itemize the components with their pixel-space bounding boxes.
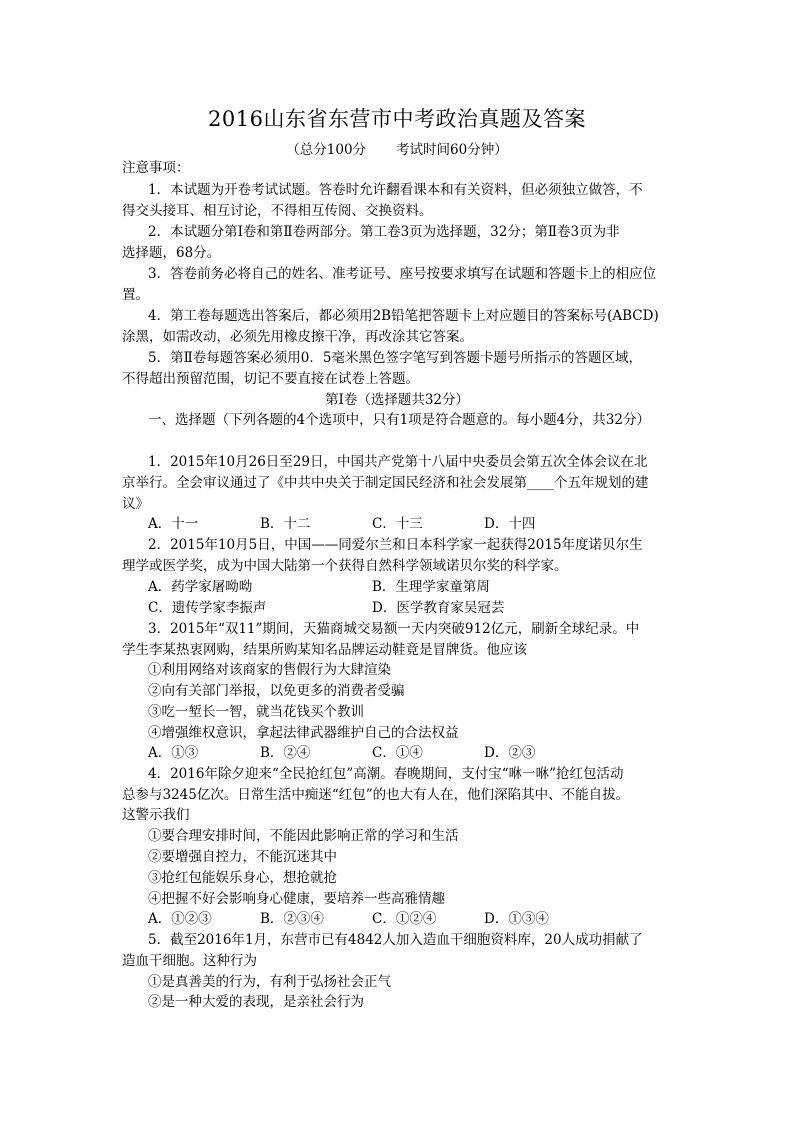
q3-statement: ③吃一堑长一智，就当花钱买个教训 bbox=[148, 704, 364, 720]
notice-line: 4．第工卷每题选出答案后，都必须用2B铅笔把答题卡上对应题目的答案标号(ABCD) bbox=[148, 308, 659, 324]
notice-line: 3．答卷前务必将自己的姓名、准考证号、座号按要求填写在试题和答题卡上的相应位 bbox=[148, 266, 657, 282]
q1-option-d: D．十四 bbox=[484, 516, 536, 532]
q4-option-a: A．①②③ bbox=[148, 911, 212, 927]
q2-option-d: D．医学教育家吴冠芸 bbox=[372, 600, 505, 616]
q5-statement: ①是真善美的行为，有利于弘扬社会正气 bbox=[148, 974, 391, 990]
section-instructions: 一、选择题（下列各题的4个选项中，只有1项是符合题意的。每小题4分，共32分） bbox=[148, 412, 650, 428]
notice-heading: 注意事项： bbox=[122, 160, 190, 176]
question-4-line: 4．2016年除夕迎来“全民抢红包”高潮。春晚期间，支付宝“咻一咻”抢红包活动 bbox=[148, 766, 624, 782]
q4-statement: ④把握不好会影响身心健康，要培养一些高雅情趣 bbox=[148, 891, 445, 907]
q2-option-c: C．遗传学家李振声 bbox=[148, 600, 267, 616]
question-5-line: 造血干细胞。这种行为 bbox=[122, 953, 257, 969]
notice-line: 5．第Ⅱ卷每题答案必须用0．5毫米黑色签字笔写到答题卡题号所指示的答题区域， bbox=[148, 350, 642, 366]
notice-line: 得交头接耳、相互讨论，不得相互传阅、交换资料。 bbox=[122, 203, 433, 219]
q3-option-b: B．②④ bbox=[260, 745, 311, 761]
question-4-line: 这警示我们 bbox=[122, 807, 190, 823]
q4-option-b: B．②③④ bbox=[260, 911, 324, 927]
notice-line: 不得超出预留范围，切记不要直接在试卷上答题。 bbox=[122, 371, 419, 387]
notice-line: 选择题，68分。 bbox=[122, 245, 221, 261]
page-title: 2016山东省东营市中考政治真题及答案 bbox=[208, 107, 586, 131]
question-5-line: 5．截至2016年1月，东营市已有4842人加入造血干细胞资料库，20人成功捐献了 bbox=[148, 932, 643, 948]
q1-option-b: B．十二 bbox=[260, 516, 311, 532]
question-1-line: 1．2015年10月26日至29日，中国共产党第十八届中央委员会第五次全体会议在北 bbox=[148, 454, 648, 470]
section-header: 第Ⅰ卷（选择题共32分） bbox=[324, 392, 469, 408]
exam-time: 考试时间60分钟） bbox=[396, 142, 508, 158]
q4-option-d: D．①③④ bbox=[484, 911, 549, 927]
question-3-line: 3．2015年“双11”期间，天猫商城交易额一天内突破912亿元，刷新全球纪录。中 bbox=[148, 621, 640, 637]
q5-statement: ②是一种大爱的表现，是亲社会行为 bbox=[148, 994, 364, 1010]
q4-statement: ①要合理安排时间，不能因此影响正常的学习和生活 bbox=[148, 828, 459, 844]
question-2-line: 2．2015年10月5日，中国——同爱尔兰和日本科学家一起获得2015年度诺贝尔生 bbox=[148, 537, 643, 553]
question-2-line: 理学或医学奖，成为中国大陆第一个获得自然科学领域诺贝尔奖的科学家。 bbox=[122, 558, 568, 574]
question-3-line: 学生李某热衷网购，结果所购某知名品牌运动鞋竟是冒牌货。他应该 bbox=[122, 642, 527, 658]
exam-subtitle bbox=[0, 141, 794, 159]
q3-option-a: A．①③ bbox=[148, 745, 199, 761]
q4-option-c: C．①②④ bbox=[372, 911, 437, 927]
q3-statement: ④增强维权意识，拿起法律武器维护自己的合法权益 bbox=[148, 725, 459, 741]
question-4-line: 总参与3245亿次。日常生活中痴迷“红包”的也大有人在，他们深陷其中、不能自拔。 bbox=[122, 787, 630, 803]
q2-option-a: A．药学家屠呦呦 bbox=[148, 579, 253, 595]
notice-line: 2．本试题分第Ⅰ卷和第Ⅱ卷两部分。第工卷3页为选择题，32分；第Ⅱ卷3页为非 bbox=[148, 224, 620, 240]
q3-option-c: C．①④ bbox=[372, 745, 423, 761]
total-score: （总分100分 bbox=[286, 142, 367, 158]
notice-line: 置。 bbox=[122, 287, 149, 303]
q1-option-c: C．十三 bbox=[372, 516, 423, 532]
q3-statement: ①利用网络对该商家的售假行为大肆渲染 bbox=[148, 662, 391, 678]
q2-option-b: B．生理学家童第周 bbox=[372, 579, 490, 595]
q3-option-d: D．②③ bbox=[484, 745, 536, 761]
notice-line: 涂黑，如需改动，必须先用橡皮擦干净，再改涂其它答案。 bbox=[122, 329, 473, 345]
notice-line: 1．本试题为开卷考试试题。答卷时允许翻看课本和有关资料，但必须独立做答，不 bbox=[148, 182, 643, 198]
q1-option-a: A．十一 bbox=[148, 516, 199, 532]
q3-statement: ②向有关部门举报，以免更多的消费者受骗 bbox=[148, 683, 405, 699]
question-1-line: 议》 bbox=[122, 496, 149, 512]
q4-statement: ②要增强自控力，不能沉迷其中 bbox=[148, 849, 337, 865]
question-1-line: 京举行。全会审议通过了《中共中央关于制定国民经济和社会发展第____个五年规划的建 bbox=[122, 475, 649, 491]
q4-statement: ③抢红包能娱乐身心，想抢就抢 bbox=[148, 870, 337, 886]
